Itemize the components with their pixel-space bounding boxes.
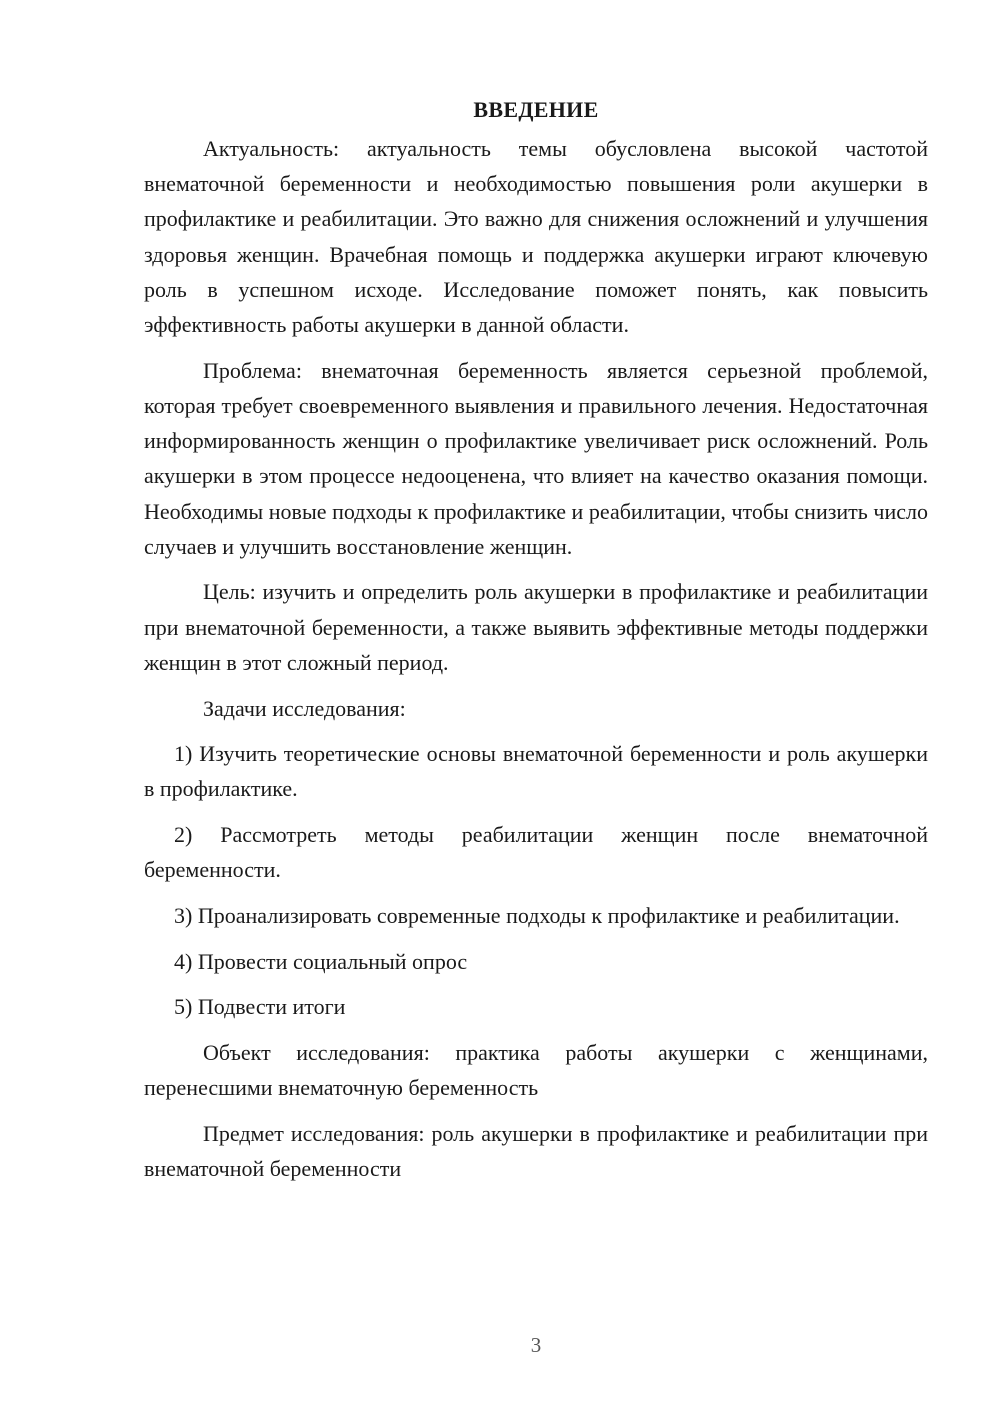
task-item-5: 5) Подвести итоги	[174, 994, 346, 1020]
object-paragraph: Объект исследования: практика работы акушерки с женщинами, перенесшими внематочную беременность	[144, 1040, 928, 1101]
task-item-2: 2) Рассмотреть методы реабилитации женщин после внематочной беременности.	[144, 822, 928, 883]
task-item-1: 1) Изучить теоретические основы внематочной беременности и роль акушерки в профилактике.	[144, 741, 928, 802]
page-number: 3	[530, 1333, 542, 1357]
goal-paragraph: Цель: изучить и определить роль акушерки в профилактике и реабилитации при внематочной беременности, а также выявить эффективные методы поддержки женщин в этот сложный период.	[144, 579, 928, 675]
problem-paragraph: Проблема: внематочная беременность является серьезной проблемой, которая требует своевременного выявления и правильного лечения. Недостаточная информированность женщин о профилактике увеличивает риск осложнений. Роль акушерки в этом процессе недооценена, что влияет на качество оказания помощи. Необходимы новые подходы к профилактике и реабилитации, чтобы снизить число случаев и улучшить восстановление женщин.	[144, 357, 928, 559]
subject-paragraph: Предмет исследования: роль акушерки в профилактике и реабилитации при внематочной беременности	[144, 1121, 928, 1182]
task-item-3: 3) Проанализировать современные подходы к профилактике и реабилитации.	[174, 903, 900, 929]
page-title: ВВЕДЕНИЕ	[473, 97, 599, 122]
document-page	[144, 92, 928, 1197]
task-item-4: 4) Провести социальный опрос	[174, 948, 468, 974]
tasks-heading: Задачи исследования:	[203, 695, 406, 721]
relevance-paragraph: Актуальность: актуальность темы обусловлена высокой частотой внематочной беременности и необходимостью повышения роли акушерки в профилактике и реабилитации. Это важно для снижения осложнений и улучшения здоровья женщин. Врачебная помощь и поддержка акушерки играют ключевую роль в успешном исходе. Исследование поможет понять, как повысить эффективность работы акушерки в данной области.	[144, 136, 928, 338]
